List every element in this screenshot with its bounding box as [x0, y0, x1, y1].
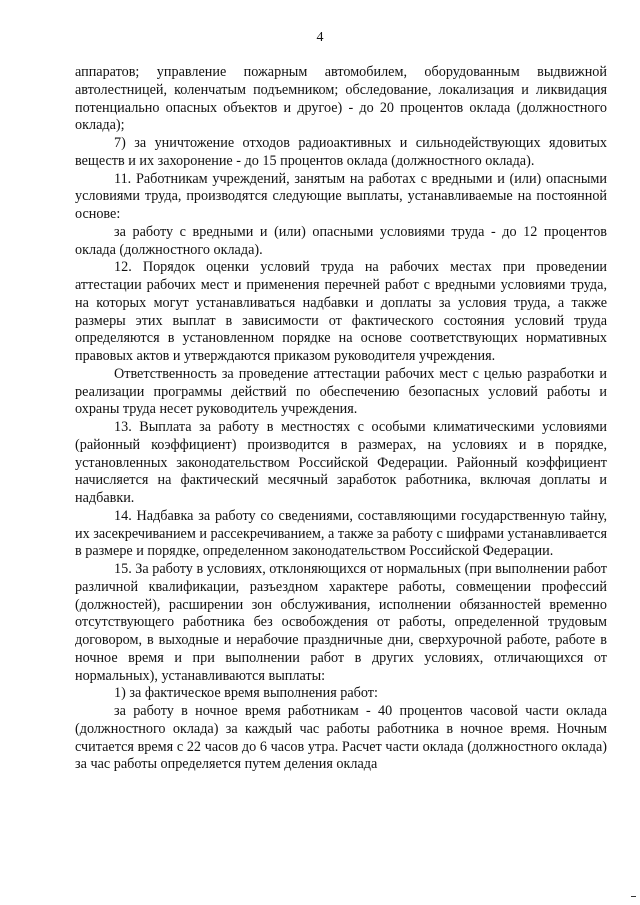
paragraph-11-hazard-pay: за работу с вредными и (или) опасными условиями труда - до 12 процентов оклада (должностного оклада).: [75, 223, 607, 258]
paragraph-15-night-work: за работу в ночное время работникам - 40 процентов часовой части оклада (должностного оклада) за каждый час работы работника в ночное время. Ночным считается время с 22 часов до 6 часов утра. Расчет части оклада (должностного оклада) за час работы определяется путем деления оклада: [75, 703, 607, 773]
paragraph-11: 11. Работникам учреждений, занятым на работах с вредными и (или) опасными условиями труда, производятся следующие выплаты, устанавливаемые на постоянной основе:: [75, 170, 607, 222]
paragraph-12-responsibility: Ответственность за проведение аттестации рабочих мест с целью разработки и реализации программы действий по обеспечению безопасных условий работы и охраны труда несет руководитель учреждения.: [75, 365, 607, 418]
paragraph-14: 14. Надбавка за работу со сведениями, составляющими государственную тайну, их засекречиванием и рассекречиванием, а также за работу с шифрами устанавливается в размере и порядке, определенном законодательством Российской Федерации.: [75, 507, 607, 560]
paragraph-13: 13. Выплата за работу в местностях с особыми климатическими условиями (районный коэффициент) производится в размерах, на условиях и в порядке, установленных законодательством Российской Федерации. Районный коэффициент начисляется на фактический месячный заработок работника, включая доплаты и надбавки.: [75, 419, 607, 506]
page-number: 4: [316, 30, 324, 45]
paragraph-15: 15. За работу в условиях, отклоняющихся от нормальных (при выполнении работ различной квалификации, разъездном характере работы, совмещении профессий (должностей), расширении зон обслуживания, исполнении обязанностей временно отсутствующего работника без освобождения от работы, определенной трудовым договором, в выходные и нерабочие праздничные дни, сверхурочной работе, работе в ночное время и при выполнении работ в других условиях, отличающихся от нормальных), устанавливаются выплаты:: [75, 561, 607, 684]
scan-edge-mark: [631, 896, 636, 897]
paragraph-item-7: 7) за уничтожение отходов радиоактивных и сильнодействующих ядовитых веществ и их захоронение - до 15 процентов оклада (должностного оклада).: [75, 135, 607, 169]
paragraph-continuation: аппаратов; управление пожарным автомобилем, оборудованным выдвижной автолестницей, коленчатым подъемником; обследование, локализация и ликвидация потенциально опасных объектов и другое) - до 20 процентов оклада (должностного оклада);: [75, 64, 607, 134]
paragraph-15-item-1: 1) за фактическое время выполнения работ:: [114, 685, 378, 702]
document-body: [75, 64, 607, 774]
paragraph-12: 12. Порядок оценки условий труда на рабочих местах при проведении аттестации рабочих мест и применения перечней работ с вредными условиями труда, на которых могут устанавливаться надбавки и доплаты за условия труда, а также размеры этих выплат в зависимости от фактического состояния условий труда определяются в установленном порядке на основе соответствующих нормативных правовых актов и утверждаются приказом руководителя учреждения.: [75, 259, 607, 364]
